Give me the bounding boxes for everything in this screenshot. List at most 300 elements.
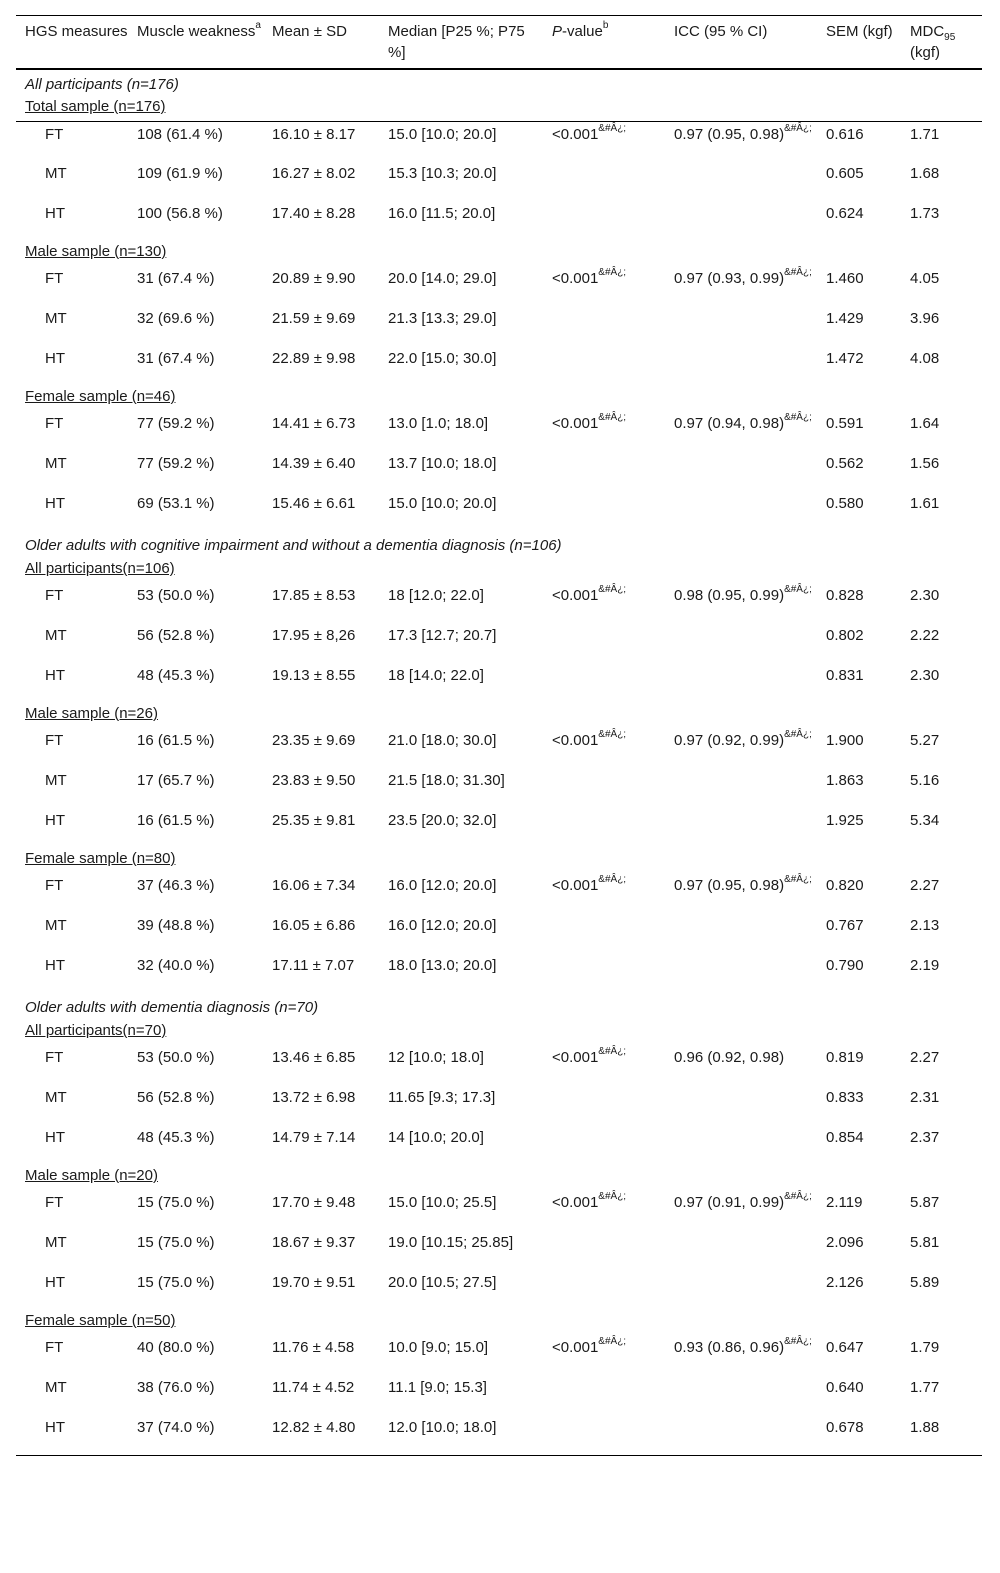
cell-median xyxy=(379,161,543,201)
table-row xyxy=(16,1335,982,1375)
cell-muscle-weakness xyxy=(128,583,263,623)
table-row xyxy=(16,451,982,491)
cell-measure-value: HT xyxy=(45,812,65,829)
cell-mdc95-value: 5.34 xyxy=(910,812,940,829)
cell-muscle-weakness xyxy=(128,768,263,808)
cell-mdc95-value: 5.87 xyxy=(910,1194,940,1211)
cell-median-value: 15.3 [10.3; 20.0] xyxy=(388,165,497,182)
cell-median-value: 16.0 [12.0; 20.0] xyxy=(388,917,497,934)
cell-icc xyxy=(665,728,817,768)
cell-sem-value: 0.819 xyxy=(826,1049,864,1066)
cell-icc-value: 0.97 (0.92, 0.99) xyxy=(674,732,785,749)
cell-median xyxy=(379,121,543,161)
cell-mean-sd-value: 17.85 ± 8.53 xyxy=(272,587,356,604)
cell-measure-value: MT xyxy=(45,917,67,934)
table-row xyxy=(16,808,982,848)
cell-sem-value: 1.472 xyxy=(826,350,864,367)
cell-median-value: 19.0 [10.15; 25.85] xyxy=(388,1234,514,1251)
table-header xyxy=(16,16,982,70)
cell-muscle-weakness-value: 31 (67.4 %) xyxy=(137,270,215,287)
cell-p-value xyxy=(543,728,665,768)
cell-p-value-value: <0.001 xyxy=(552,732,599,749)
cell-measure xyxy=(16,306,128,346)
table-body xyxy=(16,69,982,1455)
sample-heading-row xyxy=(16,558,982,583)
cell-median-value: 15.0 [10.0; 25.5] xyxy=(388,1194,497,1211)
cell-mean-sd xyxy=(263,663,379,703)
sample-heading xyxy=(16,1310,982,1335)
cell-icc-value: 0.97 (0.95, 0.98) xyxy=(674,877,785,894)
cell-icc-value: 0.93 (0.86, 0.96) xyxy=(674,1339,785,1356)
cell-sem xyxy=(817,306,901,346)
sample-heading xyxy=(16,241,982,266)
cell-mdc95 xyxy=(901,583,982,623)
cell-median-value: 23.5 [20.0; 32.0] xyxy=(388,812,497,829)
cell-median-value: 10.0 [9.0; 15.0] xyxy=(388,1339,489,1356)
cell-muscle-weakness-value: 16 (61.5 %) xyxy=(137,732,215,749)
cell-median xyxy=(379,1375,543,1415)
cell-muscle-weakness xyxy=(128,266,263,306)
cell-p-value xyxy=(543,161,665,201)
cell-muscle-weakness xyxy=(128,1415,263,1455)
cell-muscle-weakness-value: 37 (46.3 %) xyxy=(137,877,215,894)
cell-mdc95-value: 2.31 xyxy=(910,1089,940,1106)
cell-measure-value: MT xyxy=(45,1234,67,1251)
cell-mean-sd-value: 16.05 ± 6.86 xyxy=(272,917,356,934)
cell-mdc95-value: 4.05 xyxy=(910,270,940,287)
cell-p-value xyxy=(543,346,665,386)
cell-mdc95 xyxy=(901,1045,982,1085)
cell-mdc95-value: 5.89 xyxy=(910,1274,940,1291)
cell-median xyxy=(379,1045,543,1085)
header-mean-sd: Mean ± SD xyxy=(272,23,347,40)
cell-muscle-weakness xyxy=(128,1270,263,1310)
cell-muscle-weakness xyxy=(128,1045,263,1085)
p-value-marker: &#Â¿; xyxy=(598,874,627,885)
cell-p-value-value: <0.001 xyxy=(552,125,599,143)
cell-sem-value: 0.854 xyxy=(826,1129,864,1146)
cell-measure-value: HT xyxy=(45,1419,65,1436)
cell-median-value: 11.1 [9.0; 15.3] xyxy=(388,1379,487,1396)
cell-mean-sd xyxy=(263,306,379,346)
cell-muscle-weakness xyxy=(128,346,263,386)
header-p-value xyxy=(543,16,665,70)
cell-median xyxy=(379,1190,543,1230)
table-row xyxy=(16,953,982,993)
cell-muscle-weakness xyxy=(128,728,263,768)
sample-heading-label: Male sample (n=130) xyxy=(25,243,167,260)
cell-sem-value: 0.790 xyxy=(826,957,864,974)
cell-sem-value: 0.605 xyxy=(826,165,864,182)
header-median: Median [P25 %; P75 %] xyxy=(388,23,525,61)
table-row xyxy=(16,201,982,241)
cell-measure-value: FT xyxy=(45,125,64,143)
cell-median-value: 15.0 [10.0; 20.0] xyxy=(388,125,497,143)
cell-sem xyxy=(817,1415,901,1455)
cell-icc xyxy=(665,808,817,848)
cell-icc xyxy=(665,491,817,531)
cell-sem xyxy=(817,451,901,491)
cell-sem xyxy=(817,491,901,531)
cell-icc xyxy=(665,121,817,161)
cell-median-value: 17.3 [12.7; 20.7] xyxy=(388,627,497,644)
p-value-marker: &#Â¿; xyxy=(598,729,627,740)
cell-sem-value: 0.640 xyxy=(826,1379,864,1396)
cell-sem xyxy=(817,1335,901,1375)
cell-p-value xyxy=(543,1085,665,1125)
footnote-a-marker: a xyxy=(255,20,261,31)
cell-icc xyxy=(665,953,817,993)
cell-measure-value: HT xyxy=(45,205,65,222)
cell-muscle-weakness-value: 77 (59.2 %) xyxy=(137,455,215,472)
cell-sem xyxy=(817,1270,901,1310)
cell-median xyxy=(379,583,543,623)
cell-p-value xyxy=(543,1335,665,1375)
cell-measure-value: MT xyxy=(45,310,67,327)
cell-median-value: 11.65 [9.3; 17.3] xyxy=(388,1089,496,1106)
cell-sem xyxy=(817,1085,901,1125)
sample-heading-label: Female sample (n=46) xyxy=(25,388,176,405)
cell-mean-sd-value: 12.82 ± 4.80 xyxy=(272,1419,356,1436)
cell-p-value xyxy=(543,491,665,531)
cell-mean-sd xyxy=(263,768,379,808)
cell-mean-sd-value: 17.11 ± 7.07 xyxy=(272,957,355,974)
table-row xyxy=(16,873,982,913)
cell-mean-sd-value: 13.46 ± 6.85 xyxy=(272,1049,356,1066)
group-heading: Older adults with dementia diagnosis (n=70) xyxy=(25,999,319,1016)
cell-p-value xyxy=(543,266,665,306)
cell-mdc95 xyxy=(901,623,982,663)
group-heading-row xyxy=(16,993,982,1020)
cell-mean-sd xyxy=(263,953,379,993)
sample-heading-label: Total sample (n=176) xyxy=(25,98,166,115)
header-hgs-measures: HGS measures xyxy=(25,23,128,40)
cell-sem xyxy=(817,1045,901,1085)
table-row xyxy=(16,306,982,346)
cell-median-value: 15.0 [10.0; 20.0] xyxy=(388,495,497,512)
header-muscle-weakness-label: Muscle weakness xyxy=(137,23,256,40)
cell-median xyxy=(379,491,543,531)
cell-measure-value: FT xyxy=(45,415,64,432)
cell-mdc95 xyxy=(901,728,982,768)
cell-muscle-weakness-value: 108 (61.4 %) xyxy=(137,125,223,143)
cell-mdc95-value: 5.27 xyxy=(910,732,940,749)
cell-measure xyxy=(16,913,128,953)
cell-sem xyxy=(817,411,901,451)
cell-measure xyxy=(16,346,128,386)
footnote-b-marker: b xyxy=(602,20,609,31)
cell-sem-value: 0.828 xyxy=(826,587,864,604)
cell-mean-sd-value: 20.89 ± 9.90 xyxy=(272,270,356,287)
cell-mdc95 xyxy=(901,1415,982,1455)
cell-muscle-weakness xyxy=(128,1230,263,1270)
cell-median xyxy=(379,266,543,306)
cell-p-value xyxy=(543,583,665,623)
cell-median-value: 12.0 [10.0; 18.0] xyxy=(388,1419,497,1436)
cell-median-value: 20.0 [10.5; 27.5] xyxy=(388,1274,497,1291)
cell-sem xyxy=(817,953,901,993)
cell-mean-sd-value: 14.41 ± 6.73 xyxy=(272,415,356,432)
cell-mean-sd-value: 14.39 ± 6.40 xyxy=(272,455,356,472)
cell-sem xyxy=(817,873,901,913)
icc-marker: &#Â¿; xyxy=(784,267,812,278)
cell-median xyxy=(379,1415,543,1455)
cell-icc-value: 0.98 (0.95, 0.99) xyxy=(674,587,785,604)
table-row xyxy=(16,411,982,451)
cell-sem-value: 0.624 xyxy=(826,205,864,222)
cell-sem-value: 0.820 xyxy=(826,877,864,894)
cell-icc xyxy=(665,201,817,241)
cell-mean-sd-value: 17.40 ± 8.28 xyxy=(272,205,356,222)
header-sem: SEM (kgf) xyxy=(826,23,893,40)
cell-muscle-weakness-value: 37 (74.0 %) xyxy=(137,1419,215,1436)
cell-muscle-weakness-value: 32 (69.6 %) xyxy=(137,310,215,327)
cell-muscle-weakness-value: 15 (75.0 %) xyxy=(137,1194,215,1211)
cell-p-value-value: <0.001 xyxy=(552,877,599,894)
cell-muscle-weakness-value: 32 (40.0 %) xyxy=(137,957,215,974)
cell-sem xyxy=(817,728,901,768)
cell-mean-sd-value: 17.70 ± 9.48 xyxy=(272,1194,356,1211)
table-row xyxy=(16,161,982,201)
sample-heading-label: Female sample (n=80) xyxy=(25,850,176,867)
cell-measure-value: FT xyxy=(45,732,64,749)
cell-muscle-weakness-value: 53 (50.0 %) xyxy=(137,587,215,604)
icc-marker: &#Â¿; xyxy=(784,1191,812,1202)
p-value-marker: &#Â¿; xyxy=(598,267,627,278)
cell-sem xyxy=(817,1375,901,1415)
cell-mdc95-value: 2.19 xyxy=(910,957,940,974)
cell-median-value: 14 [10.0; 20.0] xyxy=(388,1129,484,1146)
cell-measure xyxy=(16,1190,128,1230)
sample-heading-label: All participants(n=106) xyxy=(25,560,175,577)
cell-p-value-value: <0.001 xyxy=(552,1339,599,1356)
cell-mdc95-value: 1.64 xyxy=(910,415,940,432)
sample-heading-row xyxy=(16,848,982,873)
cell-measure-value: HT xyxy=(45,667,65,684)
cell-p-value-value: <0.001 xyxy=(552,1049,599,1066)
cell-icc xyxy=(665,451,817,491)
cell-icc xyxy=(665,411,817,451)
cell-mdc95 xyxy=(901,1190,982,1230)
table-row xyxy=(16,1085,982,1125)
sample-heading xyxy=(16,848,982,873)
table-row xyxy=(16,1375,982,1415)
cell-sem-value: 0.678 xyxy=(826,1419,864,1436)
table-row xyxy=(16,1415,982,1455)
cell-median xyxy=(379,1085,543,1125)
sample-heading-row xyxy=(16,241,982,266)
p-value-marker: &#Â¿; xyxy=(598,412,627,423)
cell-mdc95 xyxy=(901,306,982,346)
p-value-marker: &#Â¿; xyxy=(598,1191,627,1202)
cell-median xyxy=(379,953,543,993)
cell-muscle-weakness xyxy=(128,1085,263,1125)
icc-marker: &#Â¿; xyxy=(784,874,812,885)
p-value-marker: &#Â¿; xyxy=(598,1336,627,1347)
cell-mean-sd xyxy=(263,266,379,306)
group-heading: All participants (n=176) xyxy=(25,76,179,93)
cell-mdc95-value: 1.77 xyxy=(910,1379,940,1396)
cell-sem-value: 0.591 xyxy=(826,415,864,432)
cell-muscle-weakness xyxy=(128,663,263,703)
cell-icc xyxy=(665,583,817,623)
cell-mdc95-value: 2.27 xyxy=(910,1049,940,1066)
sample-heading xyxy=(16,386,982,411)
cell-p-value xyxy=(543,1375,665,1415)
cell-p-value xyxy=(543,873,665,913)
table-row xyxy=(16,913,982,953)
cell-mean-sd xyxy=(263,1415,379,1455)
cell-muscle-weakness-value: 48 (45.3 %) xyxy=(137,1129,215,1146)
cell-mean-sd-value: 21.59 ± 9.69 xyxy=(272,310,356,327)
sample-heading-row xyxy=(16,1020,982,1045)
cell-p-value xyxy=(543,1045,665,1085)
cell-muscle-weakness-value: 69 (53.1 %) xyxy=(137,495,215,512)
hgs-reliability-table xyxy=(16,15,982,1456)
cell-measure-value: MT xyxy=(45,627,67,644)
header-icc: ICC (95 % CI) xyxy=(674,23,768,40)
p-value-marker: &#Â¿; xyxy=(598,122,627,134)
cell-muscle-weakness xyxy=(128,1335,263,1375)
cell-median-value: 18 [12.0; 22.0] xyxy=(388,587,484,604)
cell-mdc95-value: 1.61 xyxy=(910,495,940,512)
cell-icc xyxy=(665,1375,817,1415)
cell-muscle-weakness xyxy=(128,808,263,848)
cell-p-value xyxy=(543,306,665,346)
cell-p-value xyxy=(543,953,665,993)
sample-heading xyxy=(16,1165,982,1190)
cell-measure-value: HT xyxy=(45,1274,65,1291)
cell-measure xyxy=(16,1375,128,1415)
sample-heading-row xyxy=(16,1310,982,1335)
cell-muscle-weakness-value: 15 (75.0 %) xyxy=(137,1234,215,1251)
cell-icc-value: 0.97 (0.94, 0.98) xyxy=(674,415,785,432)
cell-sem-value: 1.460 xyxy=(826,270,864,287)
cell-mdc95-value: 5.16 xyxy=(910,772,940,789)
cell-mean-sd xyxy=(263,623,379,663)
icc-marker: &#Â¿; xyxy=(784,584,812,595)
cell-median xyxy=(379,1335,543,1375)
cell-mdc95-value: 1.73 xyxy=(910,205,940,222)
cell-p-value-value: <0.001 xyxy=(552,1194,599,1211)
cell-p-value xyxy=(543,1415,665,1455)
cell-p-value xyxy=(543,1125,665,1165)
cell-median-value: 21.5 [18.0; 31.30] xyxy=(388,772,505,789)
header-mdc-unit: (kgf) xyxy=(910,44,940,61)
cell-sem xyxy=(817,623,901,663)
cell-measure xyxy=(16,161,128,201)
cell-muscle-weakness xyxy=(128,623,263,663)
group-heading: Older adults with cognitive impairment and without a dementia diagnosis (n=106) xyxy=(25,537,562,554)
table-row xyxy=(16,1230,982,1270)
cell-mdc95 xyxy=(901,411,982,451)
cell-mdc95 xyxy=(901,873,982,913)
cell-median-value: 13.7 [10.0; 18.0] xyxy=(388,455,497,472)
cell-measure xyxy=(16,953,128,993)
header-mdc-label: MDC xyxy=(910,23,945,40)
cell-mean-sd-value: 16.06 ± 7.34 xyxy=(272,877,356,894)
cell-muscle-weakness xyxy=(128,411,263,451)
cell-icc xyxy=(665,1230,817,1270)
cell-measure-value: FT xyxy=(45,877,64,894)
cell-sem xyxy=(817,583,901,623)
cell-sem-value: 0.647 xyxy=(826,1339,864,1356)
cell-mean-sd xyxy=(263,1125,379,1165)
cell-sem xyxy=(817,1190,901,1230)
cell-p-value-value: <0.001 xyxy=(552,587,599,604)
cell-mdc95 xyxy=(901,451,982,491)
cell-sem xyxy=(817,266,901,306)
cell-sem-value: 0.831 xyxy=(826,667,864,684)
cell-sem-value: 1.925 xyxy=(826,812,864,829)
table-row xyxy=(16,623,982,663)
cell-mean-sd xyxy=(263,728,379,768)
sample-heading xyxy=(16,96,982,121)
cell-p-value-value: <0.001 xyxy=(552,270,599,287)
cell-sem-value: 0.802 xyxy=(826,627,864,644)
cell-median xyxy=(379,623,543,663)
cell-median-value: 20.0 [14.0; 29.0] xyxy=(388,270,497,287)
cell-icc xyxy=(665,873,817,913)
cell-mdc95 xyxy=(901,1335,982,1375)
cell-mdc95-value: 2.13 xyxy=(910,917,940,934)
cell-muscle-weakness xyxy=(128,1190,263,1230)
sample-heading-label: Male sample (n=26) xyxy=(25,705,158,722)
cell-sem xyxy=(817,808,901,848)
cell-mdc95-value: 5.81 xyxy=(910,1234,940,1251)
cell-mean-sd xyxy=(263,411,379,451)
cell-mean-sd xyxy=(263,1045,379,1085)
cell-mean-sd-value: 16.27 ± 8.02 xyxy=(272,165,356,182)
cell-mean-sd xyxy=(263,1270,379,1310)
cell-mdc95 xyxy=(901,266,982,306)
table-row xyxy=(16,1190,982,1230)
p-value-marker: &#Â¿; xyxy=(598,1046,627,1057)
cell-mean-sd-value: 17.95 ± 8,26 xyxy=(272,627,356,644)
sample-heading xyxy=(16,1020,982,1045)
header-row xyxy=(16,16,982,70)
cell-measure xyxy=(16,728,128,768)
cell-p-value xyxy=(543,808,665,848)
cell-mdc95 xyxy=(901,663,982,703)
cell-p-value xyxy=(543,768,665,808)
cell-mean-sd-value: 23.35 ± 9.69 xyxy=(272,732,356,749)
cell-measure xyxy=(16,201,128,241)
cell-mean-sd xyxy=(263,1085,379,1125)
cell-muscle-weakness-value: 53 (50.0 %) xyxy=(137,1049,215,1066)
cell-measure-value: FT xyxy=(45,1049,64,1066)
cell-p-value xyxy=(543,663,665,703)
cell-measure-value: HT xyxy=(45,495,65,512)
cell-mean-sd-value: 14.79 ± 7.14 xyxy=(272,1129,356,1146)
group-heading-row xyxy=(16,69,982,96)
sample-heading-row xyxy=(16,386,982,411)
cell-muscle-weakness-value: 56 (52.8 %) xyxy=(137,627,215,644)
group-heading-row xyxy=(16,531,982,558)
cell-mean-sd xyxy=(263,913,379,953)
cell-measure xyxy=(16,451,128,491)
cell-mean-sd-value: 19.70 ± 9.51 xyxy=(272,1274,356,1291)
p-value-marker: &#Â¿; xyxy=(598,584,627,595)
cell-sem xyxy=(817,201,901,241)
cell-p-value xyxy=(543,1190,665,1230)
cell-measure xyxy=(16,1270,128,1310)
header-muscle-weakness xyxy=(128,16,263,70)
cell-muscle-weakness xyxy=(128,491,263,531)
cell-mdc95-value: 1.71 xyxy=(910,125,940,143)
cell-muscle-weakness-value: 15 (75.0 %) xyxy=(137,1274,215,1291)
cell-muscle-weakness xyxy=(128,1375,263,1415)
